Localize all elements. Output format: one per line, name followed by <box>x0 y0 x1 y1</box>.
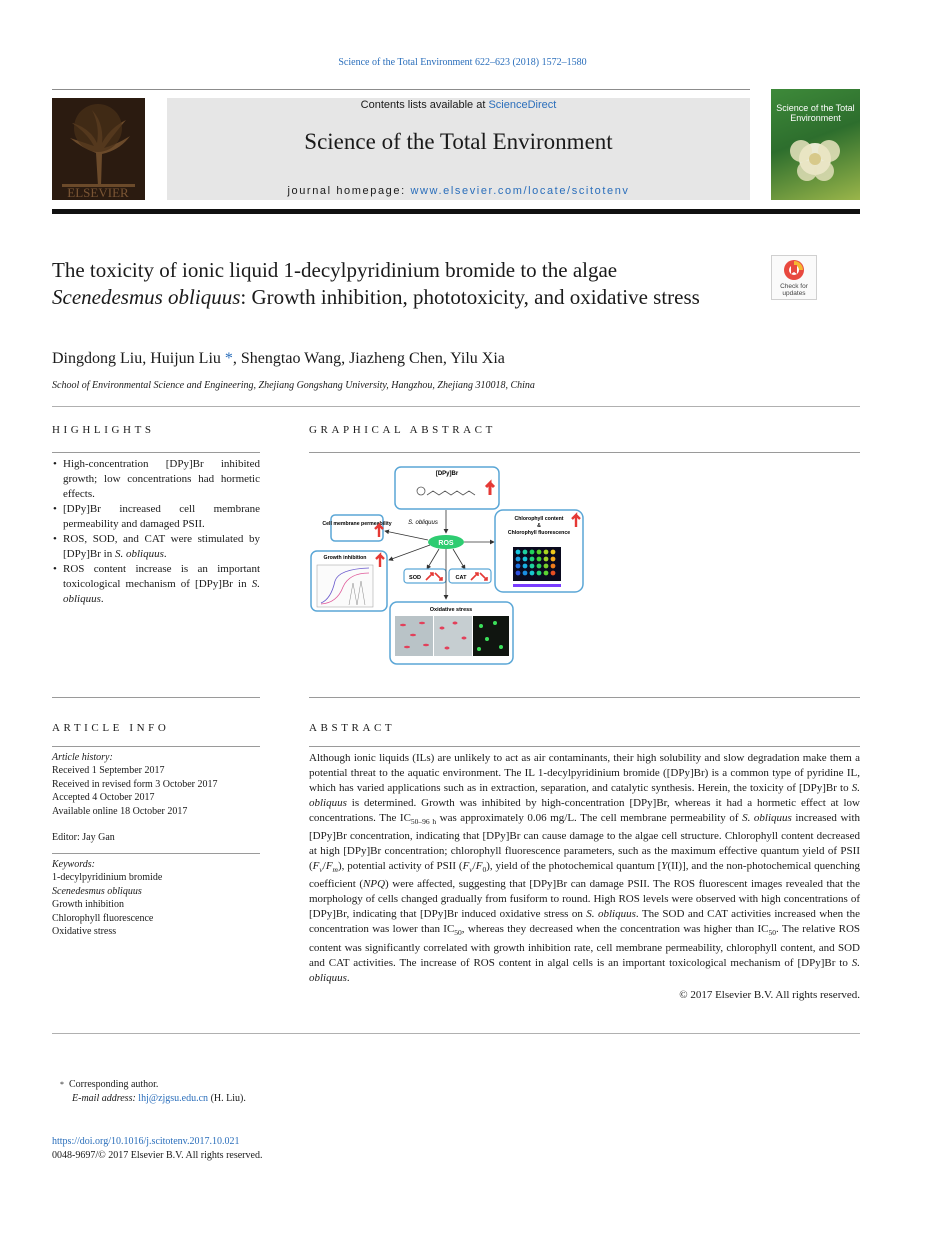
abstract-heading: ABSTRACT <box>309 722 396 734</box>
title-species: Scenedesmus obliquus <box>52 285 241 309</box>
growth-label: Growth inhibition <box>323 555 367 561</box>
highlights-heading: HIGHLIGHTS <box>52 424 155 436</box>
corresponding-author-note: * Corresponding author. E-mail address: lhj@zjgsu.edu.cn (H. Liu). <box>60 1079 246 1104</box>
svg-text:Chlorophyll fluorescence: Chlorophyll fluorescence <box>507 530 571 536</box>
color-scale-bar <box>513 584 561 587</box>
keyword: Scenedesmus obliquus <box>52 885 142 897</box>
membrane-label: Cell membrane permeability <box>322 521 392 527</box>
author-email-link[interactable]: lhj@zjgsu.edu.cn <box>138 1092 209 1104</box>
elsevier-wordmark: ELSEVIER <box>67 185 129 200</box>
micrograph-image <box>434 616 472 656</box>
arrow <box>453 549 465 569</box>
elsevier-logo <box>52 98 145 200</box>
keyword: Growth inhibition <box>52 899 124 911</box>
abstract-text: Although ionic liquids (ILs) are unlikely to act as air contaminants, their high solubility and slow degradation make them a potential threat to the aquatic environment. The IL 1-decylpyridinium bromide ([DPy]Br) is a common type of pyridine IL, which has varied applications such as in extraction, separation, and catalytic synthesis. Herein, the toxicity of [DPy]Br to S. obliquus is determined. Growth was inhibited by high-concentration [DPy]Br, whereas it had a hormetic effect at low concentrations. The $IC_{50-96 h}$ was approximately 0.06 mg/L. The cell membrane permeability of S. obliquus increased with [DPy]Br concentration, indicating that [DPy]Br can cause damage to the algae cell structure. Chlorophyll content decreased at high [DPy]Br concentration; chlorophyll fluorescence parameters, such as the maximum effective quantum yield of PSII $(F_v/F_m)$, potential activity of PSII $(F_v/F_0)$, yield of the photochemical quantum [Y(II)], and the non-photochemical quenching coefficient (NPQ) were affected, suggesting that [DPy]Br can damage PSII. The ROS fluorescent images revealed that the morphology of cells changed gradually from fusiform to round. High ROS levels were observed with high concentrations of [DPy]Br, indicating that [DPy]Br induced oxidative stress on S. obliquus. The SOD and CAT activities increased when the concentration was lower than $IC_{50}$, whereas they decreased when the concentration was higher than $IC_{50}$. The relative ROS content was significantly correlated with growth inhibition rate, cell membrane permeability, chlorophyll content, and SOD and CAT activities. The increase of ROS content in algal cells is an important toxicological mechanism of [DPy]Br to S. obliquus. <box>309 752 861 984</box>
highlight-item: • ROS content increase is an important toxicological mechanism of [DPy]Br in S. obliquus. <box>52 562 260 607</box>
highlight-item: • [DPy]Br increased cell membrane permeability and damaged PSII. <box>52 502 260 532</box>
doi-link[interactable]: https://doi.org/10.1016/j.scitotenv.2017.10.021 <box>52 1136 240 1147</box>
graphical-abstract-rule <box>309 452 860 453</box>
journal-homepage-link[interactable]: www.elsevier.com/locate/scitotenv <box>410 185 630 197</box>
section-divider <box>52 406 860 407</box>
journal-title: Science of the Total Environment <box>304 129 613 154</box>
species-label: S. obliquus <box>408 520 438 526</box>
highlight-item: • High-concentration [DPy]Br inhibited growth; low concentrations had hormetic effects. <box>52 457 260 502</box>
svg-text:&: & <box>537 523 541 529</box>
keyword: 1-decylpyridinium bromide <box>52 872 163 884</box>
check-updates-label: Check for updates <box>780 283 808 297</box>
author-list: Dingdong Liu, Huijun Liu *, Shengtao Wang, Jiazheng Chen, Yilu Xia <box>52 350 505 367</box>
affiliation: School of Environmental Science and Engineering, Zhejiang Gongshang University, Hangzhou, Zhejiang 310018, China <box>52 380 535 391</box>
contents-line: Contents lists available at ScienceDirect <box>360 99 557 111</box>
issn-line: 0048-9697/© 2017 Elsevier B.V. All rights reserved. <box>52 1149 263 1161</box>
section-divider <box>52 1033 860 1034</box>
journal-reference <box>0 57 925 68</box>
svg-text:Chlorophyll content: Chlorophyll content <box>514 516 564 522</box>
received-date: Received 1 September 2017 <box>52 765 165 777</box>
journal-cover-image <box>771 89 860 200</box>
svg-text:CAT: CAT <box>455 575 467 581</box>
keyword: Chlorophyll fluorescence <box>52 912 154 924</box>
highlight-item: • ROS, SOD, and CAT were stimulated by [DPy]Br in S. obliquus. <box>52 532 260 562</box>
keywords-label: Keywords: <box>52 859 95 870</box>
check-for-updates-button[interactable] <box>771 255 817 300</box>
abstract-rule <box>309 746 860 747</box>
highlights-rule <box>52 452 260 453</box>
article-history <box>52 751 260 844</box>
online-date: Available online 18 October 2017 <box>52 805 188 817</box>
article-info-heading: ARTICLE INFO <box>52 722 170 734</box>
section-divider <box>309 697 860 698</box>
article-title: The toxicity of ionic liquid 1-decylpyridinium bromide to the algae Scenedesmus obliquus: Growth inhibition, phototoxicity, and oxidative stress <box>52 258 700 309</box>
article-info-rule <box>52 746 260 747</box>
history-label: Article history: <box>52 752 113 763</box>
graphical-abstract-heading: GRAPHICAL ABSTRACT <box>309 424 496 436</box>
cover-title: Science of the Total Environment <box>776 103 855 123</box>
svg-text:SOD: SOD <box>409 575 421 581</box>
header-divider <box>52 89 750 90</box>
journal-reference-link[interactable]: Science of the Total Environment 622–623 (2018) 1572–1580 <box>338 57 587 68</box>
arrow <box>427 549 439 569</box>
keywords-rule <box>52 853 260 854</box>
header-thick-rule <box>52 209 860 214</box>
keyword: Oxidative stress <box>52 926 117 938</box>
arrow <box>389 545 430 560</box>
keywords <box>52 858 260 938</box>
highlights-list <box>52 457 260 607</box>
ros-label: ROS <box>438 540 454 547</box>
editor: Editor: Jay Gan <box>52 832 115 844</box>
oxidative-label: Oxidative stress <box>429 607 473 613</box>
doi-block <box>52 1135 262 1162</box>
abstract-copyright: © 2017 Elsevier B.V. All rights reserved. <box>679 989 860 1001</box>
check-updates-icon <box>783 259 805 281</box>
section-divider <box>52 697 260 698</box>
corresponding-author-mark[interactable]: * <box>224 350 233 367</box>
revised-date: Received in revised form 3 October 2017 <box>52 778 218 790</box>
accepted-date: Accepted 4 October 2017 <box>52 792 155 804</box>
graphical-abstract-figure <box>309 463 585 666</box>
journal-homepage-line: journal homepage: www.elsevier.com/locate/scitotenv <box>287 185 630 197</box>
sciencedirect-link[interactable]: ScienceDirect <box>488 99 557 111</box>
arrow <box>385 531 428 540</box>
dpybr-label: [DPy]Br <box>435 471 459 477</box>
